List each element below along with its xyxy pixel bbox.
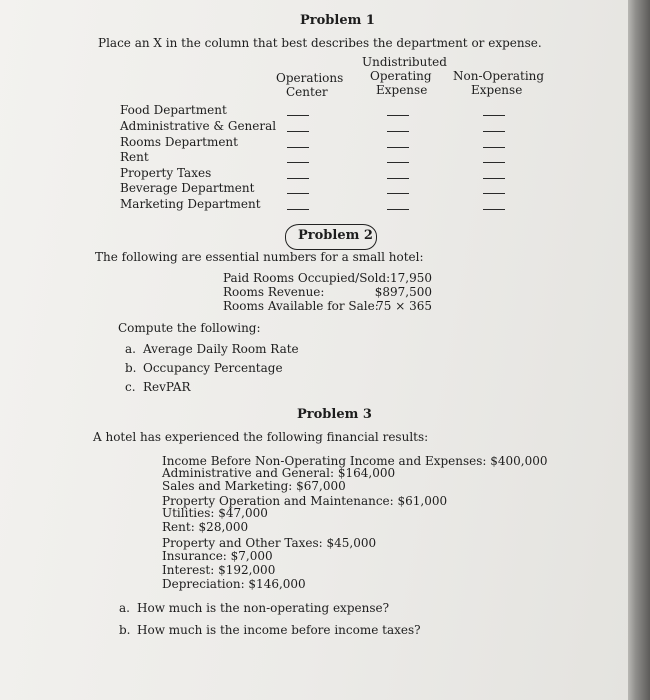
page-edge-shadow (628, 0, 650, 700)
compute-instruction: Compute the following: (118, 321, 261, 335)
answer-blank[interactable] (483, 131, 505, 132)
metric-value: 75 × 365 (376, 299, 432, 313)
answer-blank[interactable] (387, 193, 409, 194)
task-letter: b. (125, 361, 137, 375)
task-text: Average Daily Room Rate (143, 342, 299, 356)
question-text: How much is the non-operating expense? (137, 601, 390, 615)
answer-blank[interactable] (387, 147, 409, 148)
row-label: Rent (120, 150, 149, 164)
answer-blank[interactable] (387, 131, 409, 132)
answer-blank[interactable] (287, 162, 309, 163)
problem3-heading: Problem 3 (297, 407, 372, 422)
column-header-nonoperating-line1: Non-Operating (453, 69, 545, 83)
answer-blank[interactable] (483, 193, 505, 194)
problem2-intro: The following are essential numbers for a small hotel: (95, 250, 424, 264)
answer-blank[interactable] (387, 209, 409, 210)
task-letter: a. (125, 342, 136, 356)
row-label: Property Taxes (120, 166, 212, 180)
financial-item: Depreciation: $146,000 (162, 577, 306, 591)
column-header-nonoperating-line2: Expense (471, 83, 523, 97)
metric-value: $897,500 (374, 285, 432, 299)
answer-blank[interactable] (483, 115, 505, 116)
row-label: Food Department (120, 103, 227, 117)
answer-blank[interactable] (287, 193, 309, 194)
column-header-operations-line1: Operations (276, 71, 344, 85)
financial-item: Sales and Marketing: $67,000 (162, 479, 346, 493)
answer-blank[interactable] (287, 147, 309, 148)
column-header-operations-line2: Center (286, 85, 328, 99)
financial-item: Administrative and General: $164,000 (162, 466, 396, 480)
metric-label: Rooms Available for Sale: (223, 299, 379, 313)
problem1-heading: Problem 1 (300, 13, 375, 28)
metric-label: Rooms Revenue: (223, 285, 325, 299)
column-header-operating-line2: Expense (376, 83, 428, 97)
question-letter: b. (119, 623, 131, 637)
question-letter: a. (119, 601, 130, 615)
answer-blank[interactable] (483, 147, 505, 148)
financial-item: Property and Other Taxes: $45,000 (162, 536, 377, 550)
answer-blank[interactable] (483, 209, 505, 210)
answer-blank[interactable] (483, 162, 505, 163)
answer-blank[interactable] (287, 131, 309, 132)
problem1-instruction: Place an X in the column that best describes the department or expense. (98, 36, 542, 50)
financial-item: Utilities: $47,000 (162, 506, 268, 520)
financial-item: Rent: $28,000 (162, 520, 249, 534)
answer-blank[interactable] (387, 162, 409, 163)
column-header-operating-line1: Operating (370, 69, 432, 83)
answer-blank[interactable] (287, 115, 309, 116)
metric-value: 17,950 (390, 271, 432, 285)
task-letter: c. (125, 380, 136, 394)
answer-blank[interactable] (387, 115, 409, 116)
metric-label: Paid Rooms Occupied/Sold: (223, 271, 391, 285)
financial-item: Income Before Non-Operating Income and Expenses: $400,000 (162, 454, 548, 468)
financial-item: Insurance: $7,000 (162, 549, 273, 563)
row-label: Administrative & General (120, 119, 277, 133)
row-label: Rooms Department (120, 135, 238, 149)
answer-blank[interactable] (287, 209, 309, 210)
task-text: Occupancy Percentage (143, 361, 283, 375)
problem2-heading: Problem 2 (298, 228, 373, 243)
answer-blank[interactable] (287, 178, 309, 179)
financial-item: Interest: $192,000 (162, 563, 276, 577)
problem3-intro: A hotel has experienced the following financial results: (93, 430, 429, 444)
column-header-undistributed-line0: Undistributed (362, 55, 447, 69)
answer-blank[interactable] (387, 178, 409, 179)
answer-blank[interactable] (483, 178, 505, 179)
row-label: Beverage Department (120, 181, 255, 195)
row-label: Marketing Department (120, 197, 261, 211)
financial-item: Property Operation and Maintenance: $61,000 (162, 494, 448, 508)
question-text: How much is the income before income taxes? (137, 623, 421, 637)
task-text: RevPAR (143, 380, 191, 394)
